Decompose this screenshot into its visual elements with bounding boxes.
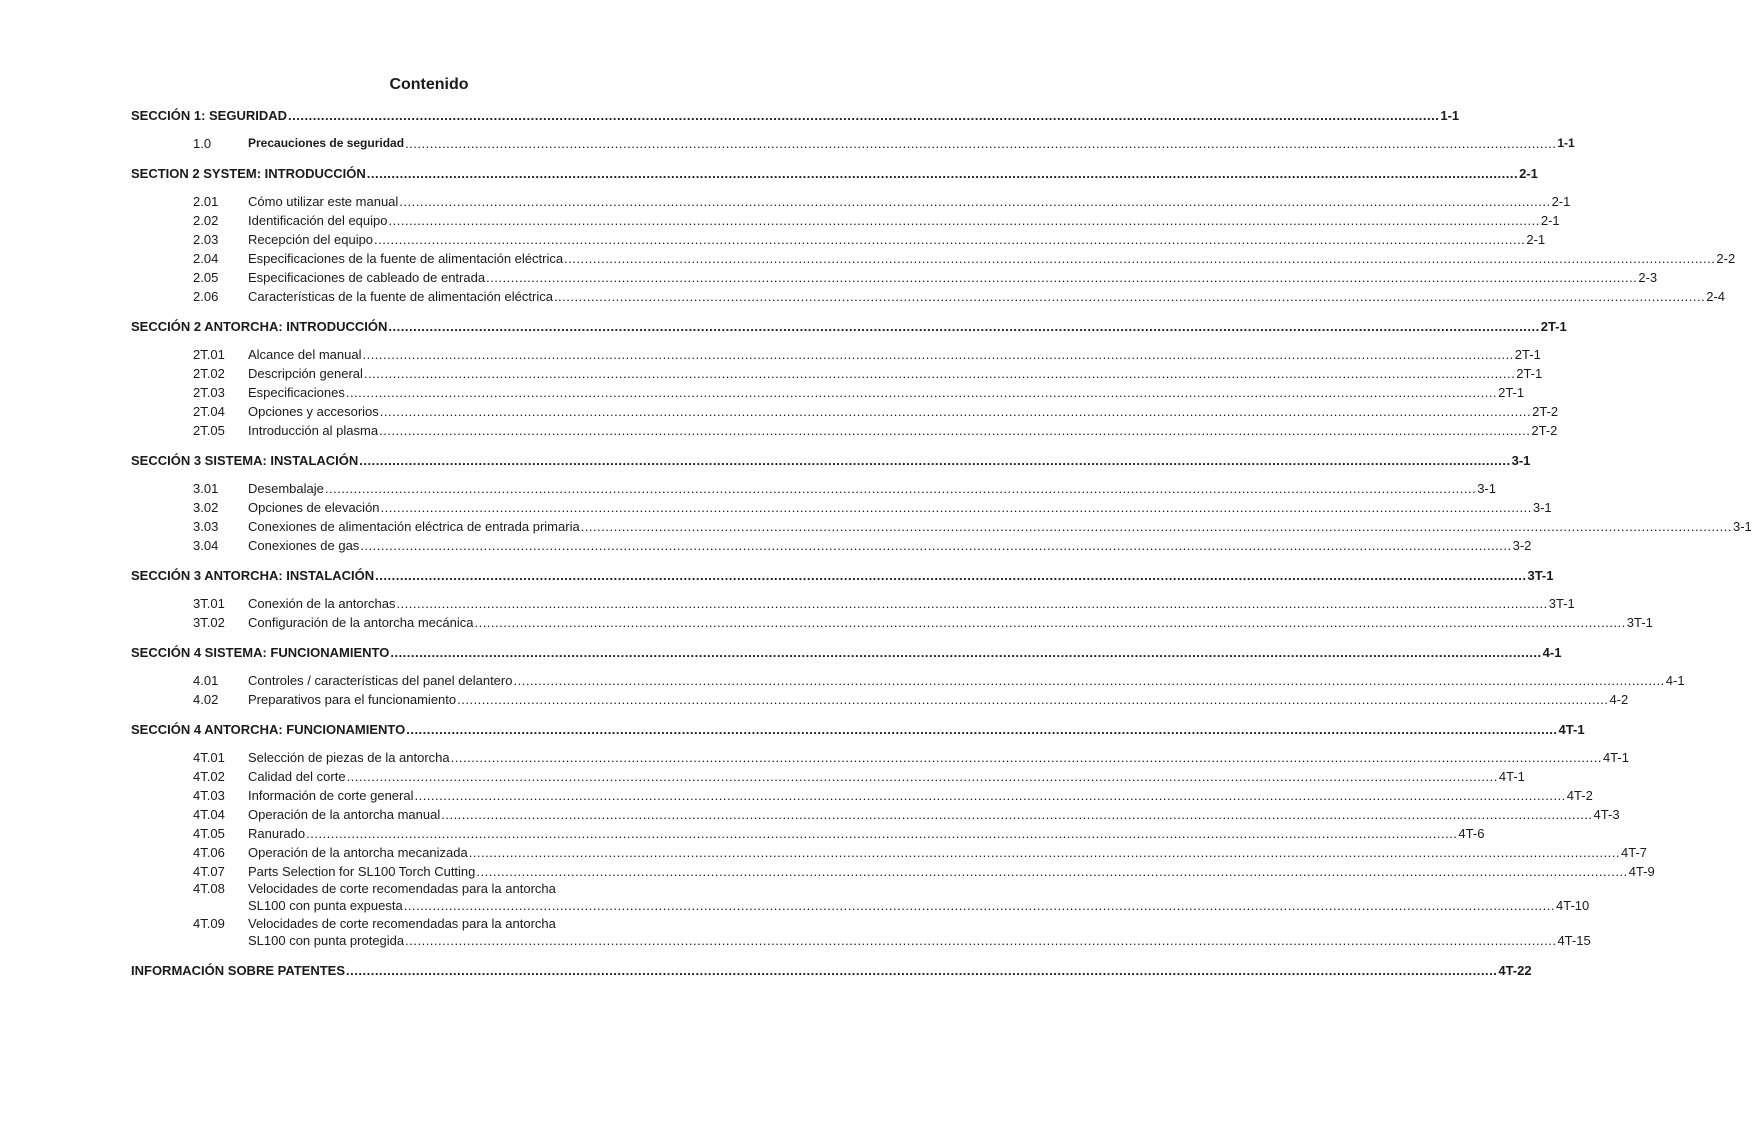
entry-number: 2T.05 xyxy=(193,423,225,438)
entry-number: 4T.07 xyxy=(193,864,225,879)
dot-leader xyxy=(474,614,1625,631)
section-page-number: 1-1 xyxy=(1440,108,1460,123)
toc-entry[interactable] xyxy=(131,842,1648,861)
entry-page-number: 2-3 xyxy=(1638,270,1658,285)
toc-entry[interactable] xyxy=(131,210,1560,229)
entry-title: Introducción al plasma xyxy=(248,423,379,438)
section-label: SECTION 2 SYSTEM: INTRODUCCIÓN xyxy=(131,166,366,181)
dot-leader xyxy=(359,452,1510,469)
toc-entry[interactable] xyxy=(131,785,1593,804)
toc-entry-group xyxy=(131,478,1752,554)
entry-title: Especificaciones de la fuente de alimentación eléctrica xyxy=(248,251,564,266)
entry-title: Alcance del manual xyxy=(248,347,362,362)
entry-title: Precauciones de seguridad xyxy=(248,136,405,150)
dot-leader xyxy=(346,384,1497,401)
entry-number: 4T.09 xyxy=(193,916,225,931)
dot-leader xyxy=(381,499,1532,516)
entry-title: Identificación del equipo xyxy=(248,213,388,228)
toc-entry[interactable] xyxy=(131,535,1532,554)
dot-leader xyxy=(457,691,1608,708)
entry-title: Opciones y accesorios xyxy=(248,404,379,419)
entry-page-number: 2T-1 xyxy=(1514,347,1541,362)
section-label: INFORMACIÓN SOBRE PATENTES xyxy=(131,963,346,978)
entry-number: 3T.02 xyxy=(193,615,225,630)
toc-entry-group xyxy=(131,670,1685,708)
toc-section-heading[interactable] xyxy=(131,105,1460,124)
entry-number: 2T.01 xyxy=(193,347,225,362)
entry-number: 2.04 xyxy=(193,251,219,266)
toc-entry[interactable] xyxy=(131,286,1726,305)
entry-number: 2.03 xyxy=(193,232,219,247)
entry-page-number: 4T-3 xyxy=(1593,807,1620,822)
section-page-number: 4T-1 xyxy=(1558,722,1585,737)
entry-page-number: 4T-1 xyxy=(1602,750,1629,765)
entry-title-wrap xyxy=(248,880,1589,914)
entry-number: 3.02 xyxy=(193,500,219,515)
dot-leader xyxy=(364,365,1515,382)
entry-page-number: 2-1 xyxy=(1540,213,1560,228)
section-page-number: 3-1 xyxy=(1511,453,1531,468)
toc-page xyxy=(131,73,1752,988)
entry-title: Desembalaje xyxy=(248,481,324,496)
section-page-number: 2-1 xyxy=(1519,166,1538,181)
toc-entry[interactable] xyxy=(131,747,1629,766)
entry-title-line2 xyxy=(248,897,1589,914)
entry-title: Conexión de la antorchas xyxy=(248,596,396,611)
entry-page-number: 2T-2 xyxy=(1531,423,1558,438)
entry-title: Parts Selection for SL100 Torch Cutting xyxy=(248,864,476,879)
entry-page-number: 3-2 xyxy=(1512,538,1532,553)
entry-page-number: 4T-9 xyxy=(1628,864,1655,879)
entry-number: 4.02 xyxy=(193,692,219,707)
dot-leader xyxy=(451,749,1602,766)
toc-entry[interactable] xyxy=(131,382,1525,401)
toc-entry[interactable] xyxy=(131,420,1558,439)
entry-title: Controles / características del panel delantero xyxy=(248,673,513,688)
section-label: SECCIÓN 1: SEGURIDAD xyxy=(131,108,288,123)
dot-leader xyxy=(367,165,1518,182)
dot-leader xyxy=(476,863,1627,880)
entry-title: Conexiones de gas xyxy=(248,538,360,553)
toc-section-heading[interactable] xyxy=(131,565,1554,584)
dot-leader xyxy=(306,825,1457,842)
toc-entry[interactable] xyxy=(131,766,1525,785)
entry-title: Operación de la antorcha mecanizada xyxy=(248,845,468,860)
entry-page-number: 4-2 xyxy=(1609,692,1629,707)
toc-entry[interactable] xyxy=(131,229,1546,248)
entry-title-continued: SL100 con punta expuesta xyxy=(248,898,403,913)
entry-number: 2T.02 xyxy=(193,366,225,381)
entry-number: 4T.03 xyxy=(193,788,225,803)
toc-section-heading[interactable] xyxy=(131,450,1531,469)
dot-leader xyxy=(362,346,1513,363)
entry-page-number: 2-1 xyxy=(1526,232,1546,247)
section-page-number: 2T-1 xyxy=(1540,319,1567,334)
toc-entry[interactable] xyxy=(131,823,1485,842)
entry-number: 2T.04 xyxy=(193,404,225,419)
dot-leader xyxy=(360,537,1511,554)
entry-page-number: 3-1 xyxy=(1532,500,1552,515)
dot-leader xyxy=(405,135,1556,152)
entry-number: 2.06 xyxy=(193,289,219,304)
dot-leader xyxy=(380,403,1531,420)
dot-leader xyxy=(564,250,1715,267)
entry-title: Ranurado xyxy=(248,826,306,841)
dot-leader xyxy=(469,844,1620,861)
entry-number: 4T.05 xyxy=(193,826,225,841)
section-page-number: 3T-1 xyxy=(1527,568,1554,583)
entry-title: Operación de la antorcha manual xyxy=(248,807,441,822)
dot-leader xyxy=(389,212,1540,229)
entry-page-number: 4-1 xyxy=(1665,673,1685,688)
entry-title: Opciones de elevación xyxy=(248,500,380,515)
table-of-contents xyxy=(131,105,1752,979)
entry-title: Calidad del corte xyxy=(248,769,346,784)
toc-section-heading[interactable] xyxy=(131,163,1538,182)
entry-page-number: 4T-15 xyxy=(1557,933,1591,948)
dot-leader xyxy=(379,422,1530,439)
entry-page-number: 2T-1 xyxy=(1498,385,1525,400)
toc-entry[interactable] xyxy=(131,497,1552,516)
entry-page-number: 4T-10 xyxy=(1556,898,1590,913)
toc-entry[interactable] xyxy=(131,804,1620,823)
toc-section-heading[interactable] xyxy=(131,642,1562,661)
toc-entry-group xyxy=(131,133,1575,152)
toc-entry[interactable] xyxy=(131,861,1655,880)
toc-entry-group xyxy=(131,747,1655,949)
dot-leader xyxy=(399,193,1550,210)
toc-entry[interactable] xyxy=(131,191,1571,210)
dot-leader xyxy=(414,787,1565,804)
entry-page-number: 2-4 xyxy=(1706,289,1726,304)
entry-number: 4.01 xyxy=(193,673,219,688)
dot-leader xyxy=(288,107,1439,124)
entry-page-number: 4T-1 xyxy=(1498,769,1525,784)
toc-entry[interactable] xyxy=(131,612,1653,631)
entry-title-wrap xyxy=(248,915,1591,949)
section-label: SECCIÓN 3 ANTORCHA: INSTALACIÓN xyxy=(131,568,375,583)
entry-number: 2.05 xyxy=(193,270,219,285)
entry-page-number: 4T-7 xyxy=(1621,845,1648,860)
entry-number: 2T.03 xyxy=(193,385,225,400)
entry-number: 2.02 xyxy=(193,213,219,228)
entry-number: 4T.08 xyxy=(193,881,225,896)
entry-title-continued: SL100 con punta protegida xyxy=(248,933,405,948)
entry-title-line2 xyxy=(248,932,1591,949)
dot-leader xyxy=(405,932,1556,949)
entry-page-number: 3T-1 xyxy=(1626,615,1653,630)
entry-title: Preparativos para el funcionamiento xyxy=(248,692,457,707)
toc-entry-group xyxy=(131,593,1653,631)
dot-leader xyxy=(396,595,1547,612)
entry-page-number: 2T-1 xyxy=(1516,366,1543,381)
entry-number: 1.0 xyxy=(193,136,212,151)
dot-leader xyxy=(375,567,1526,584)
dot-leader xyxy=(441,806,1592,823)
toc-entry[interactable] xyxy=(131,689,1629,708)
toc-entry[interactable] xyxy=(131,516,1752,535)
toc-entry[interactable] xyxy=(131,133,1575,152)
dot-leader xyxy=(404,897,1555,914)
toc-section-heading[interactable] xyxy=(131,316,1567,335)
dot-leader xyxy=(325,480,1476,497)
entry-number: 3T.01 xyxy=(193,596,225,611)
entry-page-number: 1-1 xyxy=(1557,136,1575,150)
entry-page-number: 2-1 xyxy=(1551,194,1571,209)
toc-entry[interactable] xyxy=(131,478,1496,497)
toc-entry-group xyxy=(131,191,1736,305)
entry-page-number: 4T-6 xyxy=(1458,826,1485,841)
toc-entry[interactable] xyxy=(131,363,1543,382)
entry-title: Velocidades de corte recomendadas para la antorcha xyxy=(248,881,556,896)
toc-entry[interactable] xyxy=(131,344,1541,363)
dot-leader xyxy=(581,518,1732,535)
entry-title: Descripción general xyxy=(248,366,363,381)
entry-title: Recepción del equipo xyxy=(248,232,374,247)
entry-number: 4T.06 xyxy=(193,845,225,860)
entry-title: Selección de piezas de la antorcha xyxy=(248,750,450,765)
toc-entry[interactable] xyxy=(131,401,1559,420)
dot-leader xyxy=(374,231,1525,248)
entry-page-number: 2-2 xyxy=(1716,251,1736,266)
entry-number: 3.03 xyxy=(193,519,219,534)
toc-entry[interactable] xyxy=(131,670,1685,689)
entry-title: Conexiones de alimentación eléctrica de entrada primaria xyxy=(248,519,580,534)
section-page-number: 4-1 xyxy=(1542,645,1562,660)
dot-leader xyxy=(406,721,1557,738)
entry-title: Especificaciones xyxy=(248,385,345,400)
dot-leader xyxy=(513,672,1664,689)
entry-page-number: 3T-1 xyxy=(1548,596,1575,611)
entry-number: 4T.01 xyxy=(193,750,225,765)
section-label: SECCIÓN 4 SISTEMA: FUNCIONAMIENTO xyxy=(131,645,390,660)
dot-leader xyxy=(486,269,1637,286)
entry-page-number: 3-1 xyxy=(1733,519,1752,534)
toc-entry[interactable] xyxy=(131,593,1575,612)
toc-entry[interactable] xyxy=(131,267,1658,286)
section-label: SECCIÓN 3 SISTEMA: INSTALACIÓN xyxy=(131,453,359,468)
entry-title: Cómo utilizar este manual xyxy=(248,194,399,209)
entry-title: Especificaciones de cableado de entrada xyxy=(248,270,486,285)
toc-entry[interactable] xyxy=(131,915,1591,949)
entry-title: Información de corte general xyxy=(248,788,414,803)
toc-section-heading[interactable] xyxy=(131,719,1585,738)
dot-leader xyxy=(390,644,1541,661)
entry-number: 3.04 xyxy=(193,538,219,553)
page-title: Contenido xyxy=(389,76,469,93)
section-page-number: 4T-22 xyxy=(1498,963,1532,978)
dot-leader xyxy=(388,318,1539,335)
entry-number: 2.01 xyxy=(193,194,219,209)
entry-page-number: 2T-2 xyxy=(1532,404,1559,419)
entry-number: 4T.04 xyxy=(193,807,225,822)
dot-leader xyxy=(347,768,1498,785)
entry-page-number: 3-1 xyxy=(1477,481,1496,496)
toc-section-heading[interactable] xyxy=(131,960,1532,979)
entry-number: 3.01 xyxy=(193,481,219,496)
entry-title: Configuración de la antorcha mecánica xyxy=(248,615,474,630)
section-label: SECCIÓN 2 ANTORCHA: INTRODUCCIÓN xyxy=(131,319,388,334)
section-label: SECCIÓN 4 ANTORCHA: FUNCIONAMIENTO xyxy=(131,722,406,737)
toc-entry[interactable] xyxy=(131,248,1736,267)
entry-title: Velocidades de corte recomendadas para la antorcha xyxy=(248,916,556,931)
entry-title: Características de la fuente de alimentación eléctrica xyxy=(248,289,553,304)
entry-page-number: 4T-2 xyxy=(1566,788,1593,803)
dot-leader xyxy=(554,288,1705,305)
dot-leader xyxy=(346,962,1497,979)
toc-entry-group xyxy=(131,344,1559,439)
entry-number: 4T.02 xyxy=(193,769,225,784)
toc-entry[interactable] xyxy=(131,880,1590,914)
